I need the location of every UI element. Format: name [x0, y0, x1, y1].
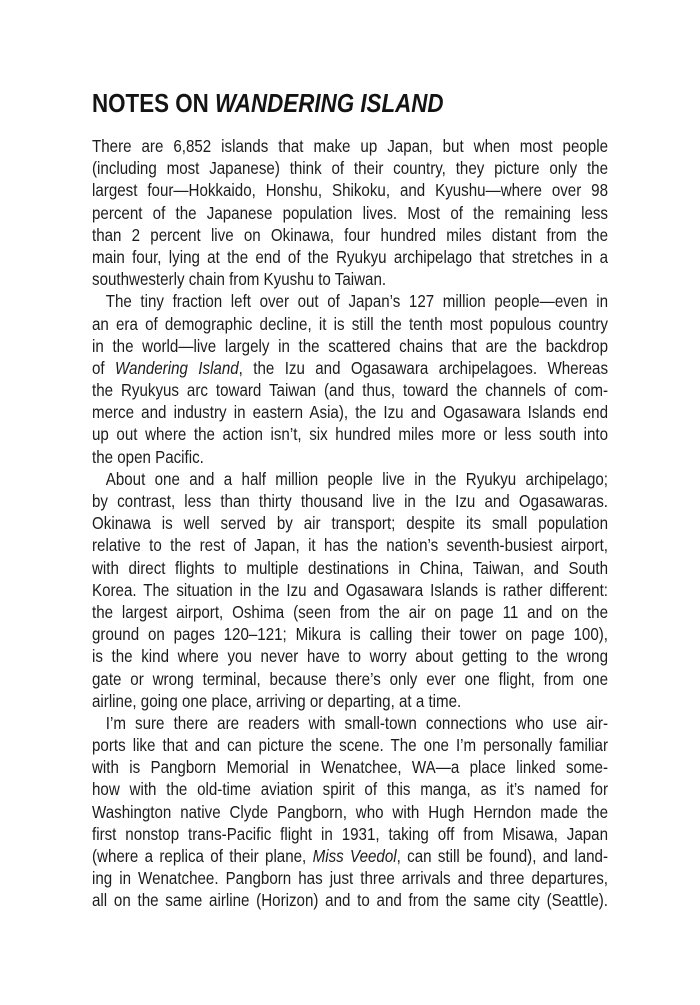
text-line: gate or wrong terminal, because there’s only ever one flight, from one — [92, 668, 608, 689]
text-line: (including most Japanese) think of their country, they picture only the — [92, 158, 608, 179]
text-line: the Ryukyus arc toward Taiwan (and thus, toward the channels of com- — [92, 380, 608, 401]
italic-book-name: Wandering Island — [115, 357, 239, 378]
text-line: percent of the Japanese population lives. Most of the remaining less — [92, 202, 608, 223]
text-line-with-italic — [92, 845, 608, 867]
text-run: of — [92, 357, 116, 378]
text-line: the open Pacific. — [92, 446, 204, 467]
text-run: , can still be found), and land- — [396, 846, 608, 866]
text-line: all on the same airline (Horizon) and to and from the same city (Seattle). — [92, 890, 608, 911]
paragraph-3 — [92, 468, 608, 712]
text-line: by contrast, less than thirty thousand live in the Izu and Ogasawaras. — [92, 491, 608, 511]
text-line: with is Pangborn Memorial in Wenatchee, WA—a place linked some- — [92, 757, 608, 778]
paragraph-4 — [92, 712, 608, 912]
text-line: up out where the action isn’t, six hundred miles more or less south into — [92, 424, 608, 445]
text-line: in the world—live largely in the scattered chains that are the backdrop — [92, 335, 608, 356]
italic-plane-name: Miss Veedol — [312, 846, 397, 866]
text-line: Okinawa is well served by air transport; despite its small population — [92, 513, 608, 534]
paragraph-2 — [92, 290, 608, 468]
page-title — [92, 88, 444, 118]
body-text — [92, 135, 608, 912]
text-line: airline, going one place, arriving or departing, at a time. — [92, 690, 462, 711]
text-line: ing in Wenatchee. Pangborn has just three arrivals and three departures, — [92, 868, 608, 889]
text-line: merce and industry in eastern Asia), the Izu and Ogasawara Islands end — [92, 402, 608, 423]
text-line: southwesterly chain from Kyushu to Taiwan. — [92, 269, 387, 290]
title-prefix: NOTES ON — [92, 88, 215, 118]
text-line: There are 6,852 islands that make up Japan, but when most people — [92, 136, 608, 156]
text-line: the largest airport, Oshima (seen from the air on page 11 and on the — [92, 601, 608, 622]
text-line: how with the old-time aviation spirit of this manga, as it’s named for — [92, 779, 608, 800]
title-italic-book-name: WANDERING ISLAND — [214, 88, 444, 118]
text-line: largest four—Hokkaido, Honshu, Shikoku, and Kyushu—where over 98 — [92, 180, 608, 201]
text-line: first nonstop trans-Pacific flight in 1931, taking off from Misawa, Japan — [92, 823, 608, 844]
text-line: I’m sure there are readers with small-town connections who use air- — [105, 712, 608, 733]
text-line: Korea. The situation in the Izu and Ogasawara Islands is rather different: — [92, 579, 608, 600]
text-line: ground on pages 120–121; Mikura is calling their tower on page 100), — [92, 624, 608, 645]
text-run: (where a replica of their plane, — [92, 846, 313, 866]
text-line: with direct flights to multiple destinations in China, Taiwan, and South — [92, 557, 608, 578]
text-line: The tiny fraction left over out of Japan’s 127 million people—even in — [105, 291, 608, 312]
text-line-with-italic — [92, 357, 608, 379]
text-run: , the Izu and Ogasawara archipelagoes. Whereas — [238, 357, 609, 378]
text-line: Washington native Clyde Pangborn, who with Hugh Herndon made the — [92, 801, 608, 822]
text-line: ports like that and can picture the scene. The one I’m personally familiar — [92, 735, 608, 756]
text-line: relative to the rest of Japan, it has the nation’s seventh-busiest airport, — [92, 535, 608, 556]
text-line: an era of demographic decline, it is still the tenth most populous country — [92, 313, 608, 334]
text-line: main four, lying at the end of the Ryukyu archipelago that stretches in a — [92, 246, 608, 267]
text-line: About one and a half million people live in the Ryukyu archipelago; — [105, 468, 608, 489]
paragraph-1 — [92, 135, 608, 290]
text-line: than 2 percent live on Okinawa, four hundred miles distant from the — [92, 224, 608, 245]
text-line: is the kind where you never have to worry about getting to the wrong — [92, 646, 608, 667]
